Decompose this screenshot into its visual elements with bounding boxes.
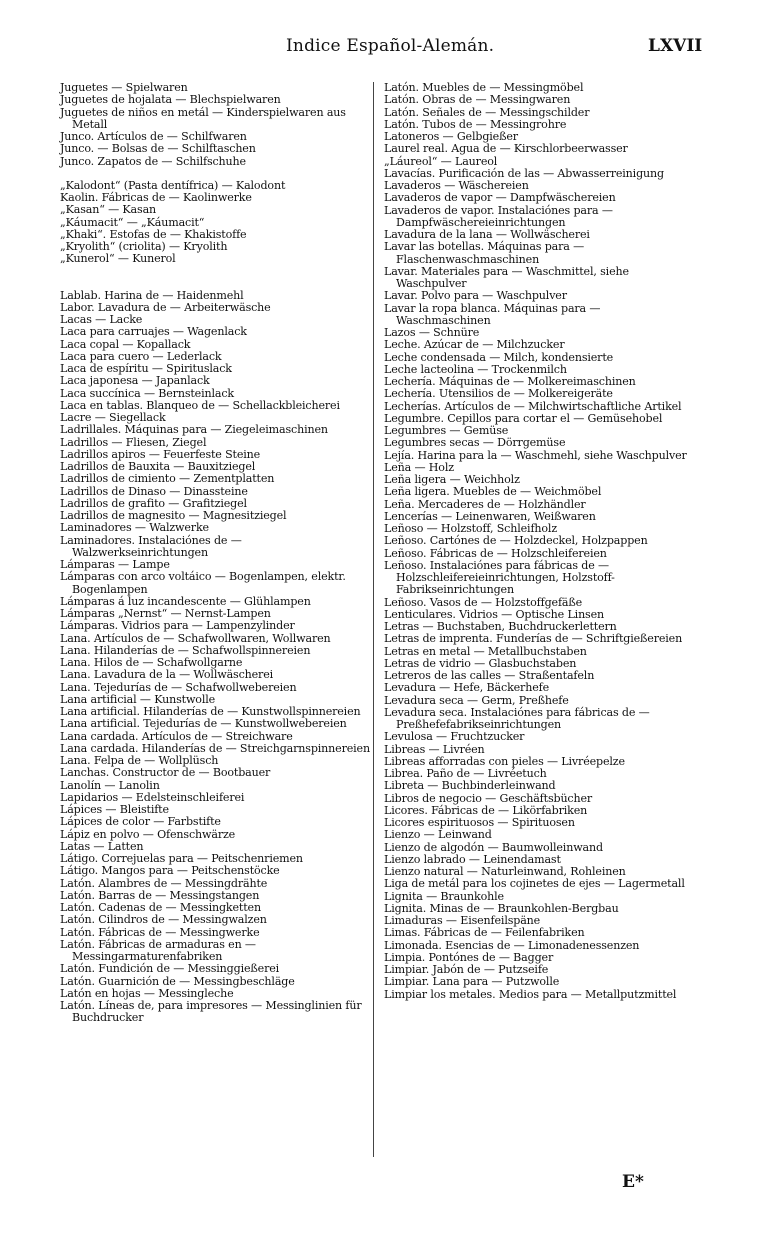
index-entry: Lavaderos de vapor. Instalaciónes para — Dampfwäschereieinrichtungen [384,203,613,229]
index-entry: Lacre — Siegellack [60,411,166,424]
index-entry: Laca japonesa — Japanlack [60,374,210,388]
index-entry: Lavaderos — Wäschereien [384,179,529,192]
index-entry: Leña ligera — Weichholz [384,473,520,486]
index-entry: Leñoso. Cartónes de — Holzdeckel, Holzpappen [384,534,648,548]
index-entry: Laca copal — Kopallack [60,337,191,351]
index-entry: Lavar. Polvo para — Waschpulver [384,289,567,303]
index-entry: Lana artificial. Tejedurías de — Kunstwollwebereien [60,717,347,731]
index-entry: Legumbres secas — Dörrgemüse [384,436,566,450]
index-entry: Limas. Fábricas de — Feilenfabriken [384,926,585,940]
index-entry: Leña — Holz [384,460,454,474]
index-entry: Lienzo labrado — Leinendamast [384,852,561,866]
index-entry: Lana. Artículos de — Schafwollwaren, Wollwaren [60,631,331,645]
index-entry: Libreas — Livréen [384,742,485,756]
index-entry: „Láureol“ — Laureol [384,154,498,168]
index-entry: Lazos — Schnüre [384,326,480,339]
index-entry: Ladrillos de cimiento — Zementplatten [60,472,275,486]
index-entry: Latón. Alambres de — Messingdrähte [60,876,268,890]
index-entry: Levadura seca — Germ, Preßhefe [384,693,569,707]
index-entry: Ladrillos — Fliesen, Ziegel [60,435,207,449]
index-entry: Latoneros — Gelbgießer [384,130,518,143]
page-title: Indice Español-Alemán. [286,36,495,56]
index-entry: Latón. Cadenas de — Messingketten [60,901,261,914]
page-number: LXVII [648,36,703,56]
index-entry: Leche lacteolina — Trockenmilch [384,362,567,376]
index-entry: Ladrillos de Bauxita — Bauxitziegel [60,460,256,473]
index-entry: Lienzo — Leinwand [384,828,492,842]
index-entry: Latón. Cilindros de — Messingwalzen [60,913,267,927]
index-entry: Lámparas á luz incandescente — Glühlampen [60,594,311,608]
index-entry: „Káumacit“ — „Káumacit“ [60,215,205,229]
index-entry: Lecherías. Artículos de — Milchwirtschaftliche Artikel [384,399,682,413]
index-entry: Laminadores. Instalaciónes de — Walzwerkseinrichtungen [60,533,242,559]
index-entry: Lenticulares. Vidrios — Optische Linsen [384,607,605,621]
index-entry: Limpia. Pontónes de — Bagger [384,950,554,964]
index-entry: Leña. Mercaderes de — Holzhändler [384,497,586,511]
index-entry: Lápices — Bleistifte [60,803,169,816]
index-entry: Látigo. Correjuelas para — Peitschenriemen [60,852,303,865]
index-entry: Laminadores — Walzwerke [60,521,209,535]
index-entry: Lavadura de la lana — Wollwäscherei [384,228,590,241]
index-entry: Libros de negocio — Geschäftsbücher [384,791,593,805]
index-group-k [60,180,374,266]
index-entry: Ladrillales. Máquinas para — Ziegeleimaschinen [60,423,328,437]
index-entry: Levadura seca. Instalaciónes para fábricas de — Preßhefefabrikseinrichtungen [384,705,650,731]
index-entry: Lana. Felpa de — Wollplüsch [60,754,219,767]
index-entry: Latón. Fundición de — Messinggießerei [60,962,280,976]
index-entry: Legumbres — Gemüse [384,424,509,437]
index-entry: Latas — Latten [60,839,144,853]
index-entry: Lapidarios — Edelsteinschleiferei [60,790,245,804]
index-entry: Lámparas — Lampe [60,558,170,571]
index-entry: Leche condensada — Milch, kondensierte [384,350,614,364]
index-entry: Lana. Tejedurías de — Schafwollwebereien [60,680,297,694]
index-entry: Lavar la ropa blanca. Máquinas para — Waschmaschinen [384,301,601,327]
index-entry: Lavar las botellas. Máquinas para — Flaschenwaschmaschinen [384,240,585,266]
index-entry: Lápiz en polvo — Ofenschwärze [60,827,236,841]
right-column [384,82,698,1001]
index-entry: Junco. — Bolsas de — Schilftaschen [60,142,256,156]
index-entry: Limpiar los metales. Medios para — Metallputzmittel [384,987,677,1001]
index-entry: Lechería. Utensilios de — Molkereigeräte [384,387,613,401]
index-entry: Latón. Obras de — Messingwaren [384,93,571,107]
index-entry: Licores espirituosos — Spirituosen [384,816,575,829]
index-entry: Lana artificial — Kunstwolle [60,692,216,706]
index-entry: „Khaki“. Estofas de — Khakistoffe [60,227,247,241]
index-entry: Laca de espíritu — Spirituslack [60,362,232,375]
index-group-l-continued [384,82,698,1001]
index-entry: Limaduras — Eisenfeilspäne [384,914,541,927]
index-entry: „Kryolith“ (criolita) — Kryolith [60,240,228,253]
index-entry: Letras de vidrio — Glasbuchstaben [384,656,577,670]
index-entry: Lanchas. Constructor de — Bootbauer [60,766,271,780]
index-entry: Ladrillos apiros — Feuerfeste Steine [60,447,261,461]
index-entry: Lana cardada. Artículos de — Streichware [60,729,293,743]
index-entry: Latón. Guarnición de — Messingbeschläge [60,974,295,988]
index-entry: Latón. Líneas de, para impresores — Messinglinien für Buchdrucker [60,999,362,1025]
index-entry: Lana. Hilos de — Schafwollgarne [60,656,243,669]
index-entry: Lámparas „Nernst“ — Nernst-Lampen [60,607,271,620]
index-entry: Latón en hojas — Messingleche [60,986,234,1000]
index-entry: Junco. Artículos de — Schilfwaren [60,130,247,143]
index-entry: Lablab. Harina de — Haidenmehl [60,288,244,302]
index-entry: Latón. Barras de — Messingstangen [60,888,260,902]
index-entry: Ladrillos de grafito — Grafitziegel [60,496,247,510]
index-entry: Letreros de las calles — Straßentafeln [384,669,595,682]
index-entry: Juguetes de hojalata — Blechspielwaren [60,93,281,107]
index-entry: Lana cardada. Hilanderías de — Streichgarnspinnereien [60,741,370,755]
index-entry: Juguetes — Spielwaren [60,81,188,94]
group-gap [60,168,374,180]
index-entry: Latón. Fábricas de armaduras en — Messingarmaturenfabriken [60,937,256,963]
index-entry: Letras de imprenta. Funderías de — Schriftgießereien [384,632,683,646]
left-column [60,82,374,1025]
index-entry: Leñoso. Fábricas de — Holzschleifereien [384,546,607,560]
index-entry: Lápices de color — Farbstifte [60,815,221,829]
index-entry: Limpiar. Lana para — Putzwolle [384,975,560,989]
index-entry: Lámparas con arco voltáico — Bogenlampen, elektr. Bogenlampen [60,570,346,596]
index-entry: Lámparas. Vidrios para — Lampenzylinder [60,619,295,633]
index-entry: Lacas — Lacke [60,313,143,326]
index-entry: Latón. Muebles de — Messingmöbel [384,81,584,94]
index-entry: Licores. Fábricas de — Likörfabriken [384,803,588,817]
index-entry: Lignita. Minas de — Braunkohlen-Bergbau [384,901,619,915]
index-entry: Lana. Hilanderías de — Schafwollspinnereien [60,643,311,657]
index-entry: Lana artificial. Hilanderías de — Kunstwollspinnereien [60,705,361,718]
index-entry: Latón. Tubos de — Messingrohre [384,117,567,131]
index-entry: Laca para carruajes — Wagenlack [60,325,247,339]
index-entry: Laurel real. Agua de — Kirschlorbeerwasser [384,142,628,156]
index-entry: Junco. Zapatos de — Schilfschuhe [60,154,246,168]
index-entry: Leñoso. Instalaciónes para fábricas de — Holzschleifereieinrichtungen, Holzstoff-Fabrikseinrichtungen [384,558,615,597]
index-entry: Liga de metál para los cojinetes de ejes — Lagermetall [384,877,685,891]
index-entry: Lavacías. Purificación de las — Abwasserreinigung [384,166,664,180]
index-entry: Letras en metal — Metallbuchstaben [384,644,587,658]
index-entry: Lavaderos de vapor — Dampfwäschereien [384,191,616,205]
column-divider [373,82,374,1157]
index-entry: Latón. Fábricas de — Messingwerke [60,925,260,939]
index-entry: „Kunerol“ — Kunerol [60,252,176,266]
index-entry: Libreta — Buchbinderleinwand [384,779,556,793]
group-gap [60,266,374,278]
printer-signature: E* [622,1172,644,1192]
index-entry: Levadura — Hefe, Bäckerhefe [384,681,549,695]
index-entry: Lencerías — Leinenwaren, Weißwaren [384,509,596,523]
index-entry: Juguetes de niños en metál — Kinderspielwaren aus Metall [60,105,346,131]
index-entry: „Kalodont“ (Pasta dentífrica) — Kalodont [60,178,286,192]
index-entry: Lienzo natural — Naturleinwand, Rohleinen [384,865,626,878]
index-entry: Laca succínica — Bernsteinlack [60,386,234,400]
index-entry: Ladrillos de Dinaso — Dinassteine [60,484,248,498]
index-group-j [60,82,374,168]
index-entry: Levulosa — Fruchtzucker [384,730,525,744]
index-entry: Librea. Paño de — Livréetuch [384,767,547,780]
index-entry: Labor. Lavadura de — Arbeiterwäsche [60,300,271,314]
index-entry: Látigo. Mangos para — Peitschenstöcke [60,864,280,878]
index-entry: Libreas afforradas con pieles — Livréepelze [384,754,625,768]
index-entry: Lejía. Harina para la — Waschmehl, siehe Waschpulver [384,448,687,462]
group-gap [60,278,374,290]
index-entry: Leche. Azúcar de — Milchzucker [384,338,565,352]
index-entry: Laca en tablas. Blanqueo de — Schellackbleicherei [60,398,340,412]
index-entry: Kaolin. Fábricas de — Kaolinwerke [60,191,252,204]
index-entry: Lechería. Máquinas de — Molkereimaschinen [384,375,636,388]
index-entry: Lana. Lavadura de la — Wollwäscherei [60,668,274,682]
index-entry: Lanolín — Lanolin [60,778,160,792]
index-entry: Leña ligera. Muebles de — Weichmöbel [384,485,602,499]
index-entry: Ladrillos de magnesito — Magnesitziegel [60,509,287,522]
index-entry: Lienzo de algodón — Baumwolleinwand [384,840,603,854]
index-entry: Lignita — Braunkohle [384,889,504,903]
index-entry: Leñoso — Holzstoff, Schleifholz [384,522,558,535]
index-entry: Laca para cuero — Lederlack [60,349,222,363]
index-entry: Legumbre. Cepillos para cortar el — Gemüsehobel [384,411,663,425]
index-entry: Limonada. Esencias de — Limonadenessenzen [384,938,640,952]
index-entry: „Kasan“ — Kasan [60,203,157,217]
index-entry: Letras — Buchstaben, Buchdruckerlettern [384,620,617,633]
index-group-l [60,290,374,1025]
index-entry: Leñoso. Vasos de — Holzstoffgefäße [384,595,583,609]
index-entry: Limpiar. Jabón de — Putzseife [384,963,549,976]
index-entry: Lavar. Materiales para — Waschmittel, siehe Waschpulver [384,264,629,290]
index-entry: Latón. Señales de — Messingschilder [384,105,590,119]
